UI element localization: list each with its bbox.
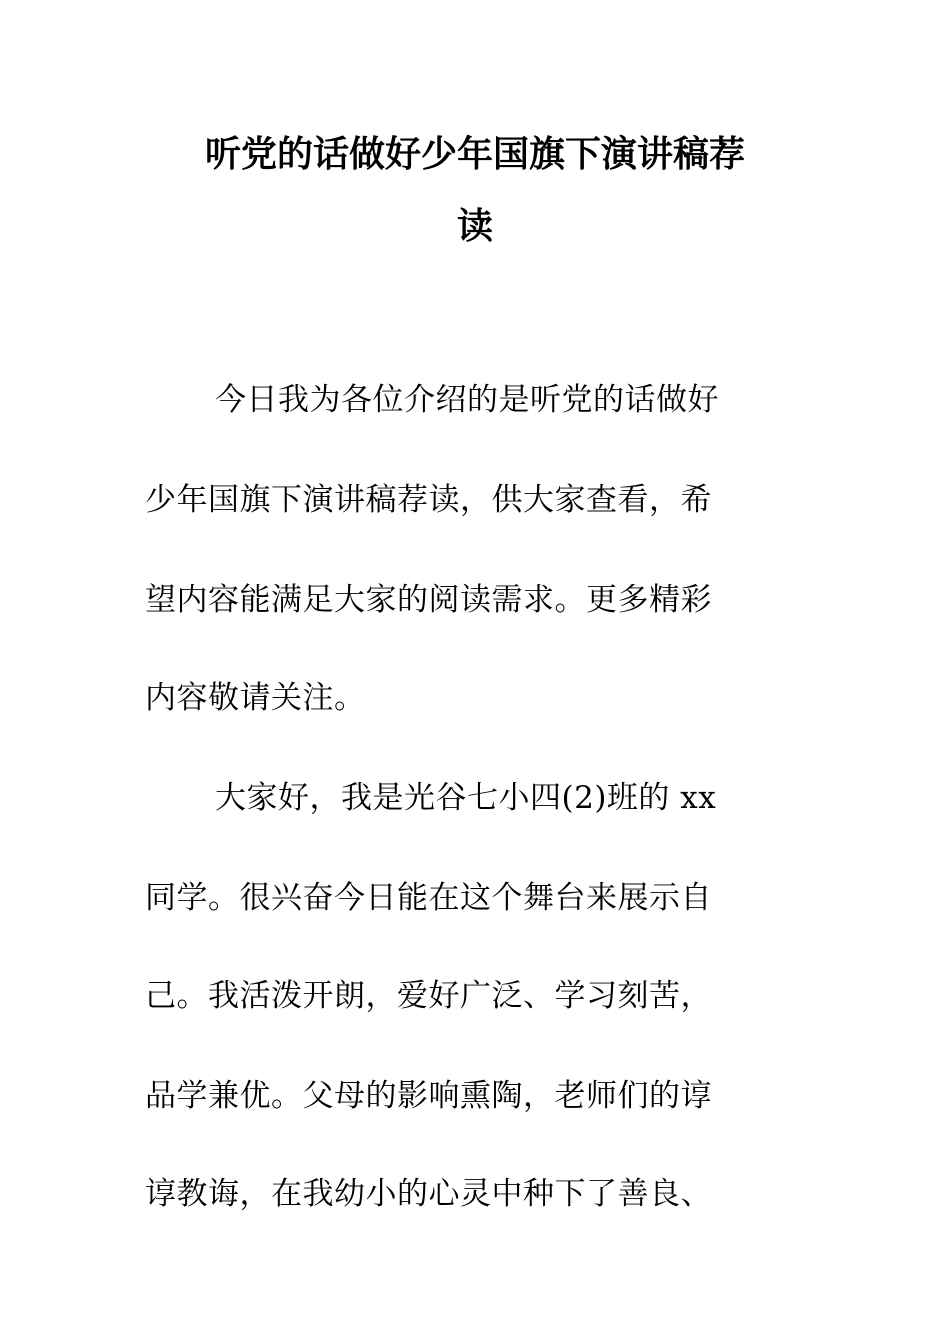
paragraph-line: 谆教诲，在我幼小的心灵中种下了善良、 bbox=[145, 1176, 712, 1212]
paragraph-line: 内容敬请关注。 bbox=[145, 680, 366, 716]
paragraph-line: 今日我为各位介绍的是听党的话做好 bbox=[215, 382, 719, 418]
document-title-line-2: 读 bbox=[456, 205, 493, 247]
paragraph-line: 望内容能满足大家的阅读需求。更多精彩 bbox=[145, 582, 712, 618]
paragraph-line: 己。我活泼开朗，爱好广泛、学习刻苦， bbox=[145, 978, 712, 1014]
paragraph-line: 品学兼优。父母的影响熏陶，老师们的谆 bbox=[145, 1078, 712, 1114]
paragraph-line: 少年国旗下演讲稿荐读，供大家查看，希 bbox=[145, 482, 712, 518]
paragraph-line: 同学。很兴奋今日能在这个舞台来展示自 bbox=[145, 880, 712, 916]
paragraph-line: 大家好，我是光谷七小四(2)班的 xx bbox=[215, 780, 717, 816]
document-title-line-1: 听党的话做好少年国旗下演讲稿荐 bbox=[204, 133, 745, 175]
